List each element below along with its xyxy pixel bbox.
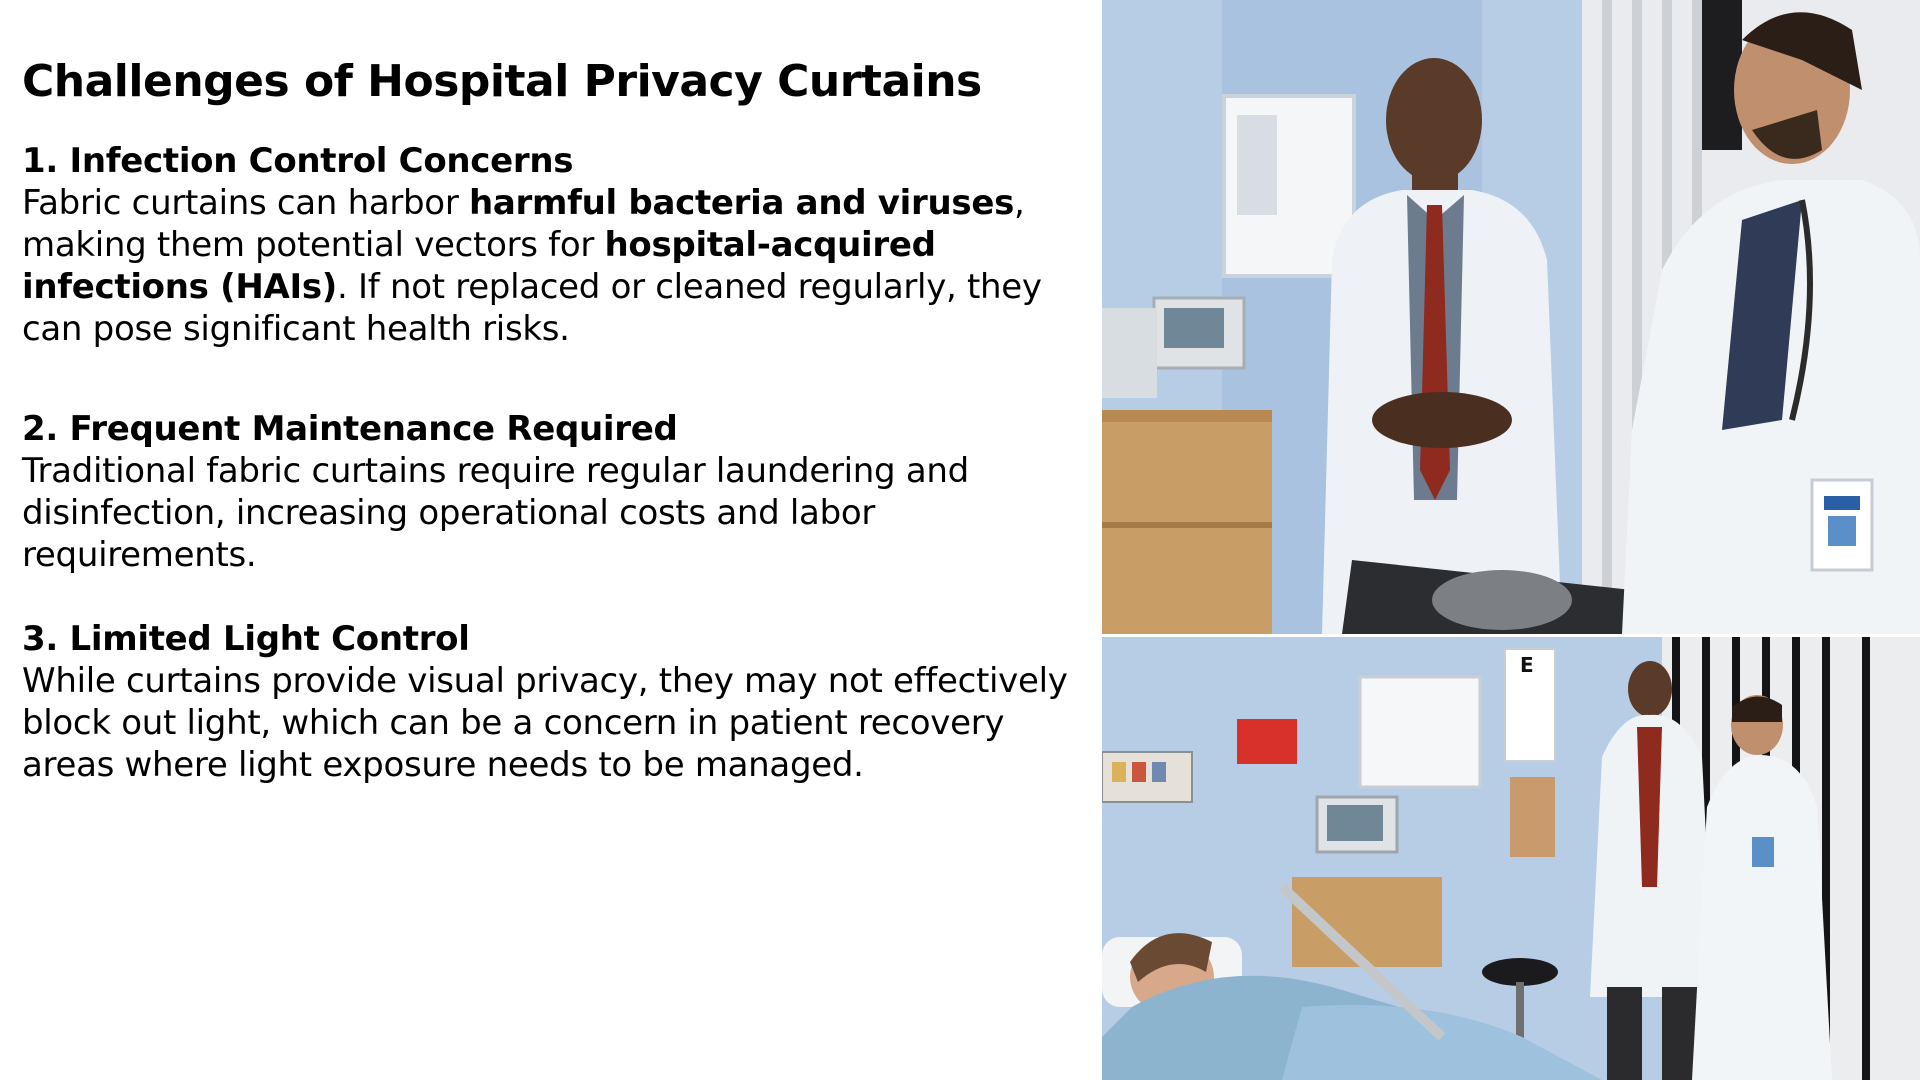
- slide-title: Challenges of Hospital Privacy Curtains: [22, 56, 982, 107]
- section-maintenance: [22, 408, 1092, 576]
- doctors-discussion-illustration: [1102, 0, 1920, 634]
- doctors-discussion-photo: [1102, 0, 1920, 634]
- patient-bedside-photo: [1102, 637, 1920, 1080]
- emphasis-text: hospital-acquired infections (HAIs): [22, 225, 936, 307]
- section-body: [22, 182, 1092, 350]
- section-heading: 2. Frequent Maintenance Required: [22, 409, 678, 449]
- section-heading: 3. Limited Light Control: [22, 619, 470, 659]
- slide-text-column: [22, 52, 1092, 786]
- body-text: , making them potential vectors for: [22, 183, 1025, 265]
- section-body: Traditional fabric curtains require regular laundering and disinfection, increasing operational costs and labor requirements.: [22, 451, 969, 575]
- patient-bedside-illustration: [1102, 637, 1920, 1080]
- section-light-control: [22, 618, 1092, 786]
- emphasis-text: harmful bacteria and viruses: [469, 183, 1015, 223]
- body-text: Fabric curtains can harbor: [22, 183, 469, 223]
- body-text: . If not replaced or cleaned regularly, they can pose significant health risks.: [22, 267, 1042, 349]
- section-body: While curtains provide visual privacy, they may not effectively block out light, which can be a concern in patient recovery areas where light exposure needs to be managed.: [22, 661, 1068, 785]
- section-heading: 1. Infection Control Concerns: [22, 141, 574, 181]
- svg-text:E: E: [1520, 653, 1534, 677]
- section-infection-control: [22, 140, 1092, 350]
